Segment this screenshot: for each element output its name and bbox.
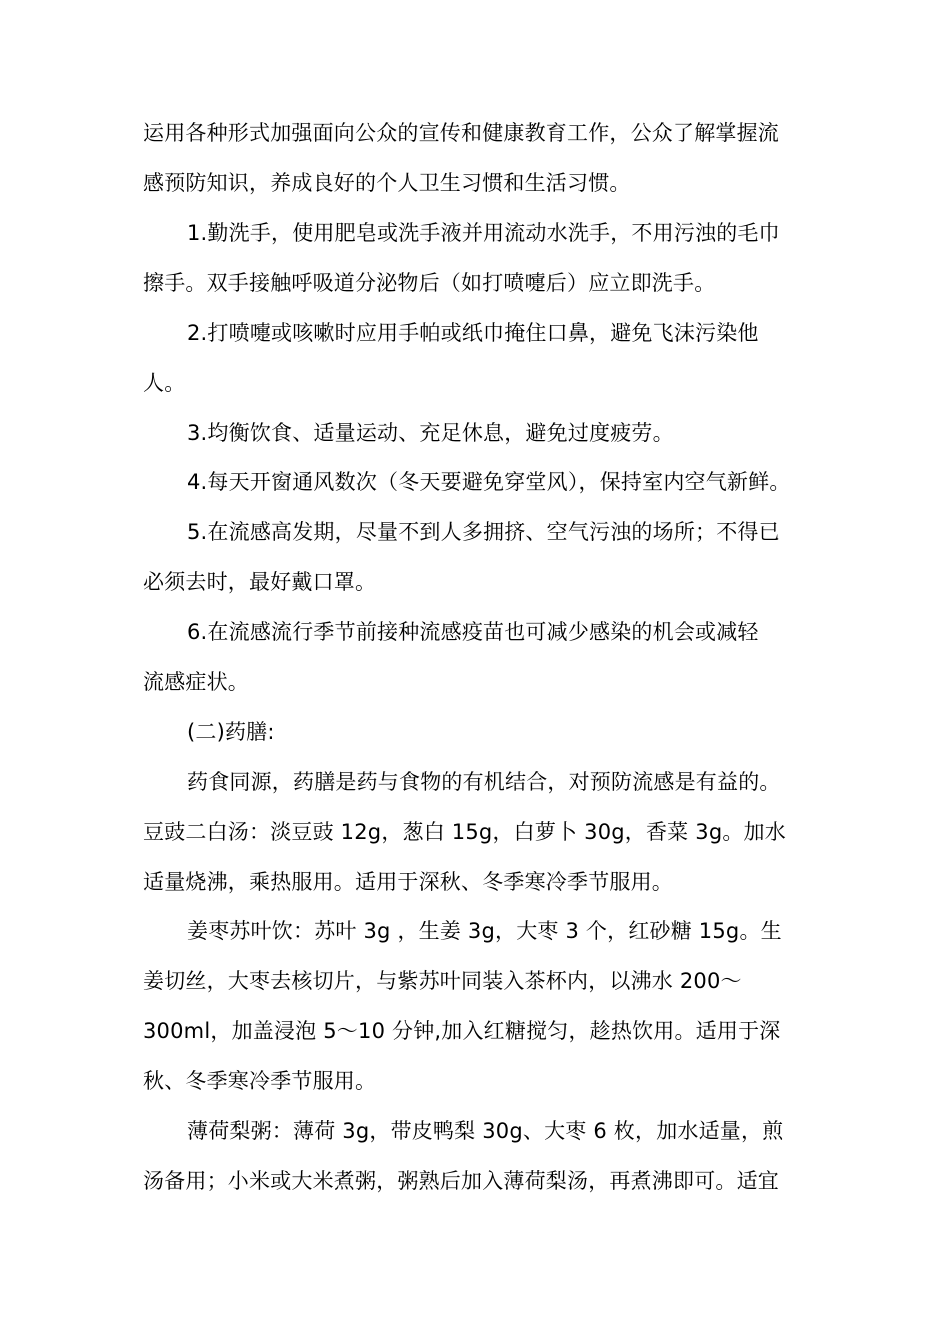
paragraph-line: 流感症状。 — [143, 670, 249, 694]
paragraph-line: 运用各种形式加强面向公众的宣传和健康教育工作，公众了解掌握流 — [143, 121, 779, 145]
paragraph-line: 人。 — [143, 371, 186, 395]
paragraph-line: 姜切丝，大枣去核切片，与紫苏叶同装入茶杯内，以沸水 200～ — [143, 969, 742, 993]
paragraph-line: 汤备用；小米或大米煮粥，粥熟后加入薄荷梨汤，再煮沸即可。适宜 — [143, 1169, 779, 1193]
paragraph-line: 药食同源，药膳是药与食物的有机结合，对预防流感是有益的。 — [187, 770, 781, 794]
paragraph-line: 300ml，加盖浸泡 5～10 分钟,加入红糖搅匀，趁热饮用。适用于深 — [143, 1019, 781, 1043]
list-item-diet: 3.均衡饮食、适量运动、充足休息，避免过度疲劳。 — [187, 421, 674, 445]
list-item-ventilation: 4.每天开窗通风数次（冬天要避免穿堂风），保持室内空气新鲜。 — [187, 470, 791, 494]
paragraph-line: 适量烧沸，乘热服用。适用于深秋、冬季寒冷季节服用。 — [143, 870, 673, 894]
recipe-jiangzao: 姜枣苏叶饮：苏叶 3g ，生姜 3g，大枣 3 个，红砂糖 15g。生 — [187, 919, 782, 943]
recipe-bohe: 薄荷梨粥：薄荷 3g，带皮鸭梨 30g、大枣 6 枚，加水适量，煎 — [187, 1119, 784, 1143]
paragraph-line: 擦手。双手接触呼吸道分泌物后（如打喷嚏后）应立即洗手。 — [143, 271, 716, 295]
list-item-vaccine: 6.在流感流行季节前接种流感疫苗也可减少感染的机会或减轻 — [187, 620, 759, 644]
list-item-crowds: 5.在流感高发期，尽量不到人多拥挤、空气污浊的场所；不得已 — [187, 520, 780, 544]
section-heading: (二)药膳: — [187, 720, 275, 744]
list-item-handwashing: 1.勤洗手，使用肥皂或洗手液并用流动水洗手，不用污浊的毛巾 — [187, 221, 780, 245]
recipe-douchi: 豆豉二白汤：淡豆豉 12g，葱白 15g，白萝卜 30g，香菜 3g。加水 — [143, 820, 786, 844]
list-item-sneeze: 2.打喷嚏或咳嗽时应用手帕或纸巾掩住口鼻，避免飞沫污染他 — [187, 321, 759, 345]
paragraph-line: 必须去时，最好戴口罩。 — [143, 570, 377, 594]
paragraph-line: 感预防知识，养成良好的个人卫生习惯和生活习惯。 — [143, 171, 631, 195]
paragraph-line: 秋、冬季寒冷季节服用。 — [143, 1069, 377, 1093]
